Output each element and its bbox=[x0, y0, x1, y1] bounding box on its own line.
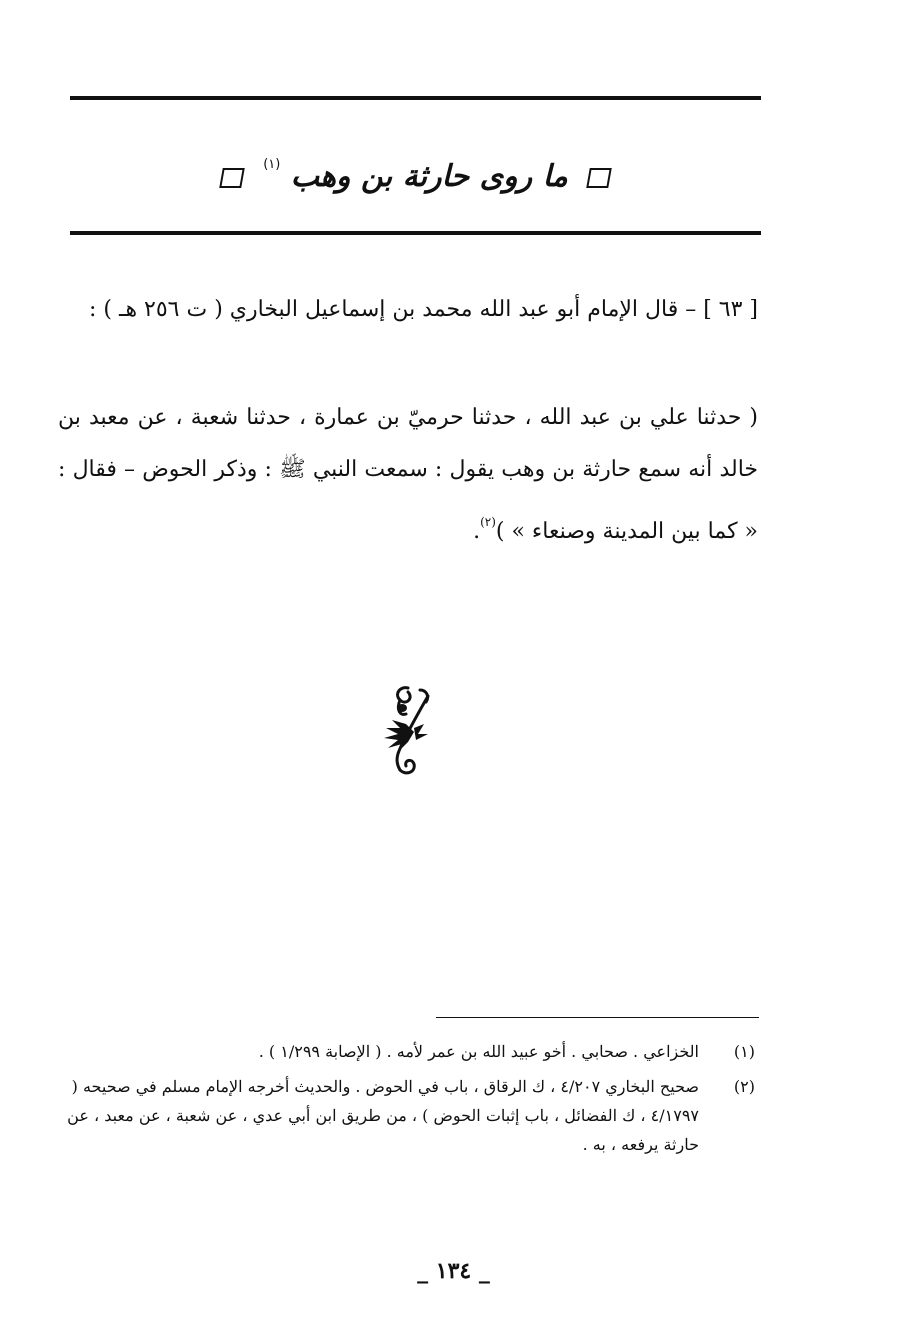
footnote-separator bbox=[436, 1017, 759, 1018]
hadith-end: . bbox=[473, 519, 481, 544]
hadith-number-intro bbox=[58, 284, 758, 336]
section-title bbox=[70, 140, 761, 202]
page-number: _ ١٣٤ _ bbox=[417, 1258, 490, 1284]
footnote-number: (٢) bbox=[733, 1077, 755, 1096]
title-box-left-icon bbox=[219, 168, 245, 188]
footnote-text: الخزاعي . صحابي . أخو عبيد الله بن عمر لأمه . ( الإصابة ١/٢٩٩ ) . bbox=[258, 1042, 699, 1061]
title-footnote-ref: (١) bbox=[263, 157, 281, 172]
hadith-footnote-ref: (٢) bbox=[480, 515, 496, 529]
footnote-1 bbox=[60, 1037, 755, 1066]
title-box-right-icon bbox=[586, 168, 612, 188]
footnote-number: (١) bbox=[733, 1042, 755, 1061]
intro-text: [ ٦٣ ] – قال الإمام أبو عبد الله محمد بن إسماعيل البخاري ( ت ٢٥٦ هـ ) : bbox=[89, 297, 758, 322]
title-bottom-rule bbox=[70, 231, 761, 235]
top-rule bbox=[70, 96, 761, 100]
title-text: ما روى حارثة بن وهب bbox=[290, 159, 568, 194]
hadith-text bbox=[58, 392, 758, 558]
footnote-text: صحيح البخاري ٤/٢٠٧ ، ك الرقاق ، باب في الحوض . والحديث أخرجه الإمام مسلم في صحيحه ( ٤/١٧٩٧ ، ك الفضائل ، باب إثبات الحوض ) ، من طريق ابن أبي عدي ، عن شعبة ، عن معبد ، عن حارثة يرفعه ، به . bbox=[67, 1077, 699, 1154]
footnote-2 bbox=[60, 1072, 755, 1159]
hadith-body: ( حدثنا علي بن عبد الله ، حدثنا حرميّ بن عمارة ، حدثنا شعبة ، عن معبد بن خالد أنه سمع حارثة بن وهب يقول : سمعت النبي ﷺ : وذكر الحوض – فقال : « كما بين المدينة وصنعاء » ) bbox=[58, 405, 758, 544]
floral-ornament-icon bbox=[370, 680, 440, 780]
